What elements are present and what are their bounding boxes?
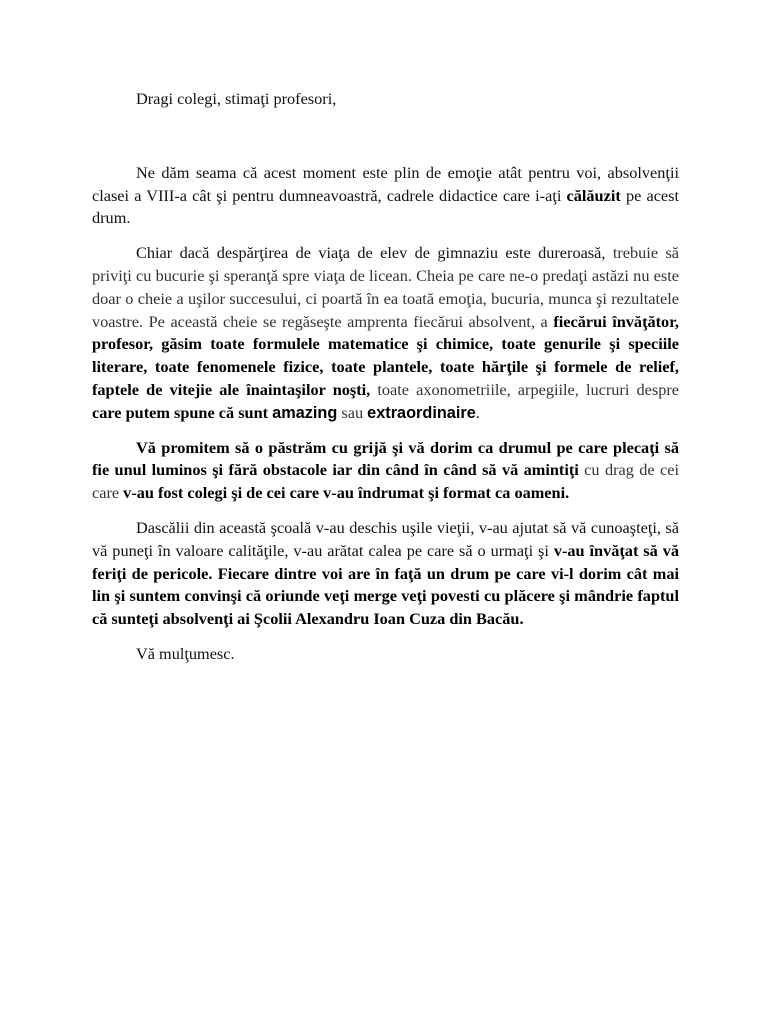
paragraph-2-text-h: sau xyxy=(337,402,368,422)
paragraph-1 xyxy=(92,162,679,230)
paragraph-4-text-a: Dascălii din această şcoală v-au deschis uşile vieţii, v-au ajutat să vă cunoaşteţi, să vă puneţi în valoare calităţile, v-au arătat calea pe care să o urmaţi şi xyxy=(92,517,679,560)
paragraph-1-text-a: Ne dăm seama că acest moment este plin de emoţie atât pentru voi, absolvenţii clasei a VIII-a cât şi pentru dumneavoastră, cadrele didactice care i-aţi xyxy=(92,162,679,205)
paragraph-3-text-c: v-au fost colegi şi de cei care v-au îndrumat şi format ca oameni. xyxy=(123,483,570,503)
paragraph-2-text-b: trebuie să priviţi cu bucurie şi speranţă spre viaţa de licean. Cheia pe care ne-o predaţi astăzi nu este doar o cheie a uşilor succesului, ci poartă în ea toată emoţia, bucuria, munca şi rezultatele voastre. Pe această cheie se regăseşte amprenta fiecărui absolvent, a xyxy=(92,243,680,331)
paragraph-4 xyxy=(92,517,679,631)
paragraph-2-amazing: amazing xyxy=(272,403,338,422)
paragraph-2-extraordinaire: extraordinaire xyxy=(367,403,476,422)
closing-line: Vă mulţumesc. xyxy=(136,643,235,663)
paragraph-2 xyxy=(92,242,679,424)
paragraph-3-text-a: Vă promitem să o păstrăm cu grijă şi vă dorim ca drumul pe care plecaţi să fie unul luminos şi fără obstacole iar din când în când să vă amintiţi xyxy=(92,437,679,480)
paragraph-2-bold-run: fiecărui învăţător, profesor, găsim toate formulele matematice şi chimice, toate genurile şi speciile literare, toate fenomenele fizice, toate plantele, toate hărţile şi formele de relief, faptele de vitejie ale înaintaşilor noşti, xyxy=(92,311,679,399)
paragraph-3-text-b: cu drag de cei care xyxy=(92,460,679,503)
paragraph-2-text-a: Chiar dacă despărţirea de viaţa de elev de gimnaziu este dureroasă, xyxy=(136,243,606,263)
paragraph-3 xyxy=(92,437,679,505)
paragraph-1-text-c: pe acest drum. xyxy=(92,185,680,228)
paragraph-4-text-b: v-au învăţat să vă feriţi de pericole. xyxy=(92,540,679,583)
paragraph-4-text-d: vi-l dorim cât mai lin şi suntem convinşi că oriunde veţi merge veţi povesti cu plăcere şi mândrie faptul că sunteţi absolvenţi ai Şcolii Alexandru Ioan Cuza din Bacău. xyxy=(92,563,679,629)
paragraph-1-bold-word: călăuzit xyxy=(566,185,621,205)
greeting-line: Dragi colegi, stimaţi profesori, xyxy=(136,89,337,108)
letter-body xyxy=(92,88,679,666)
paragraph-4-text-c: Fiecare dintre voi are în faţă un drum pe care xyxy=(212,563,551,583)
paragraph-2-period: . xyxy=(475,402,480,422)
paragraph-2-bold-phrase: care putem spune că sunt xyxy=(92,402,269,422)
paragraph-2-text-d: toate axonometriile, arpegiile, lucruri despre xyxy=(370,379,679,399)
